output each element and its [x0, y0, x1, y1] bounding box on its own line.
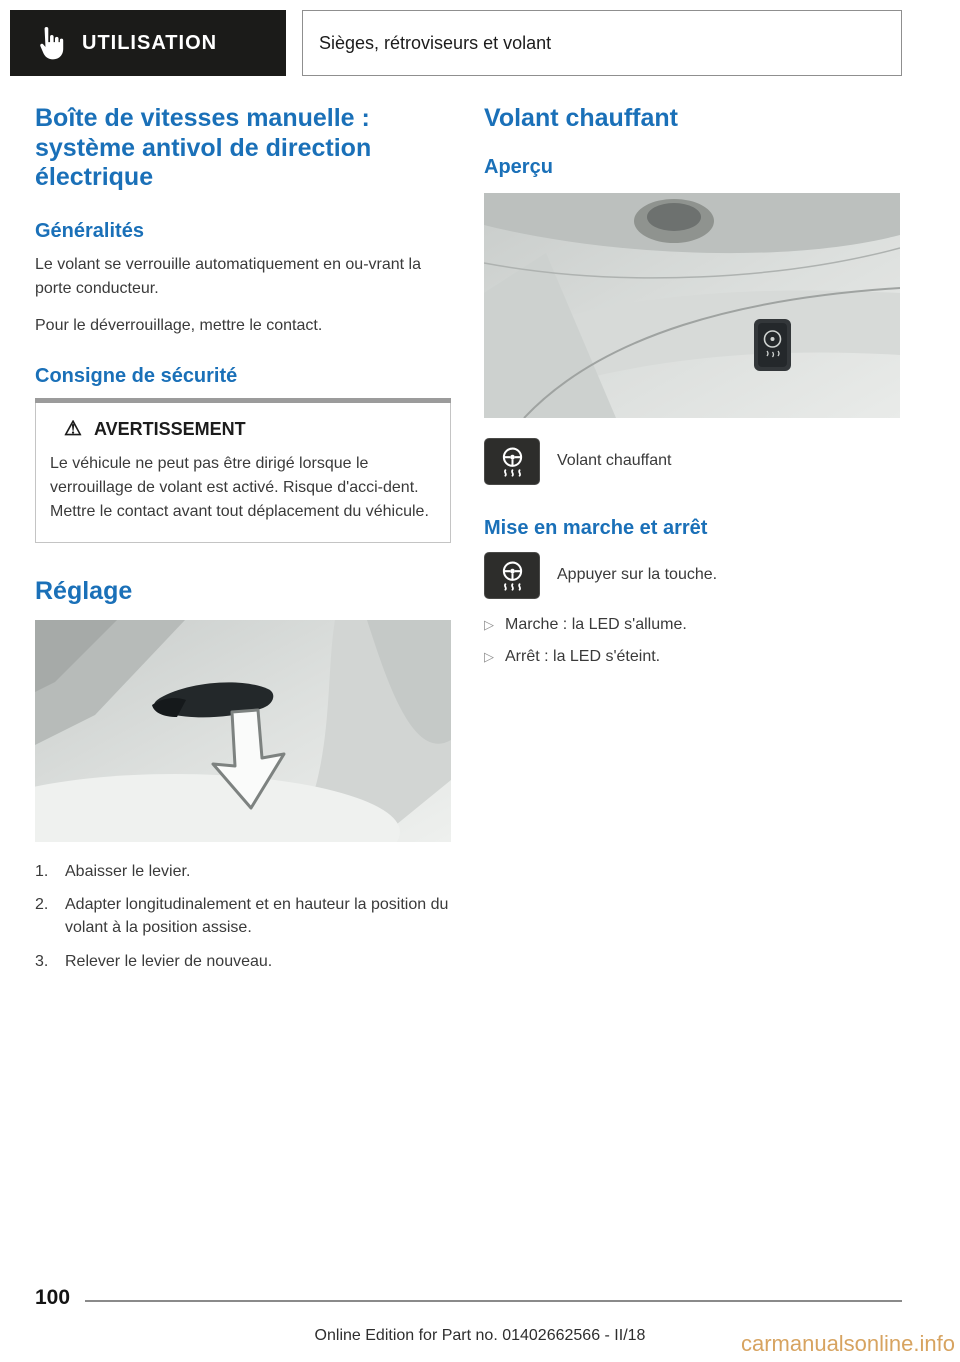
press-button-row	[484, 552, 900, 599]
list-item	[35, 860, 451, 883]
page-header	[10, 10, 902, 76]
steering-adjustment-illustration	[35, 620, 451, 842]
led-bullets	[484, 613, 900, 668]
reglage-steps	[35, 860, 451, 973]
steering-adjustment-photo	[35, 620, 451, 842]
heated-steering-column-illustration	[484, 193, 900, 418]
left-title: Boîte de vitesses manuelle : système antivol de direction électrique	[35, 104, 372, 191]
chapter-title: Sièges, rétroviseurs et volant	[319, 32, 552, 53]
content	[35, 104, 903, 983]
heated-steering-column-photo	[484, 193, 900, 418]
heated-steering-wheel-icon	[496, 559, 529, 592]
heated-steering-wheel-button	[484, 438, 540, 485]
right-column	[484, 104, 900, 983]
generalites-para2: Pour le déverrouillage, mettre le contact.	[35, 316, 323, 334]
section-label: UTILISATION	[82, 31, 218, 54]
generalites-para1: Le volant se verrouille automatiquement en ou-vrant la porte conducteur.	[35, 255, 421, 297]
consigne-heading: Consigne de sécurité	[35, 364, 238, 387]
step-number: 1.	[35, 863, 49, 880]
heated-wheel-caption-row	[484, 438, 900, 485]
reglage-heading: Réglage	[35, 576, 133, 605]
triangle-bullet-icon: ▷	[484, 648, 494, 664]
section-tab	[10, 10, 286, 76]
watermark: carmanualsonline.info	[740, 1331, 955, 1356]
edition-note: Online Edition for Part no. 01402662566 - II/18	[314, 1327, 646, 1344]
page-number-row	[35, 1286, 902, 1310]
hand-pointer-icon	[34, 25, 64, 61]
list-item	[484, 613, 900, 636]
warning-box	[35, 403, 451, 543]
right-title: Volant chauffant	[484, 104, 678, 132]
triangle-bullet-icon: ▷	[484, 616, 494, 632]
warning-triangle-icon: ⚠	[64, 418, 82, 440]
list-item	[35, 950, 451, 973]
step-number: 2.	[35, 896, 49, 914]
warning-text: Le véhicule ne peut pas être dirigé lorsque le verrouillage de volant est activé. Risque d'acci-dent. Mettre le contact avant tout déplacement du véhicule.	[50, 454, 429, 520]
heated-steering-wheel-button	[484, 552, 540, 599]
apercu-heading: Aperçu	[484, 155, 553, 178]
bullet-text: Arrêt : la LED s'éteint.	[505, 647, 661, 665]
heated-steering-wheel-icon	[496, 445, 529, 478]
warning-title-row	[50, 419, 436, 440]
step-number: 3.	[35, 952, 49, 970]
footer-rule	[85, 1300, 902, 1302]
left-column	[35, 104, 451, 983]
mise-en-marche-heading: Mise en marche et arrêt	[484, 516, 708, 539]
bullet-text: Marche : la LED s'allume.	[505, 615, 687, 633]
chapter-title-box	[302, 10, 902, 76]
list-item	[35, 893, 451, 939]
step-text: Abaisser le levier.	[65, 863, 191, 880]
warning-title: AVERTISSEMENT	[93, 418, 246, 439]
list-item	[484, 645, 900, 668]
page-number: 100	[35, 1286, 71, 1309]
step-text: Relever le levier de nouveau.	[65, 952, 273, 970]
instruction-text: Appuyer sur la touche.	[557, 566, 718, 583]
generalites-heading: Généralités	[35, 219, 144, 242]
step-text: Adapter longitudinalement et en hauteur la position du volant à la position assise.	[65, 896, 449, 937]
figure-caption: Volant chauffant	[557, 452, 672, 469]
